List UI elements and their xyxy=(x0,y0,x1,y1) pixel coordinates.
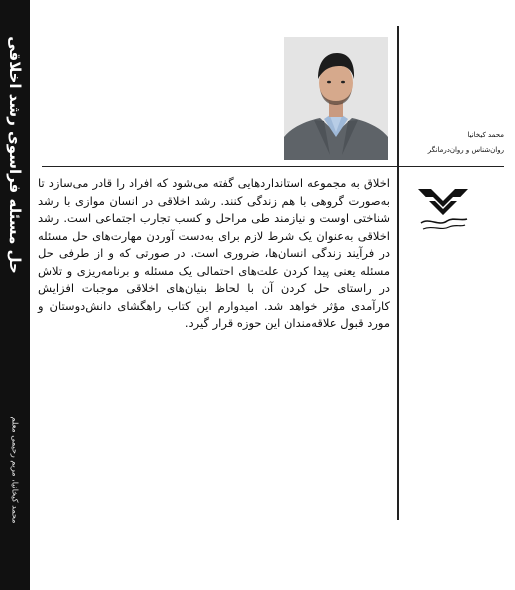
description-text: اخلاق به مجموعه استانداردهایی گفته می‌شود که افراد را قادر می‌سازد تا به‌صورت گروهی با هم زندگی کنند. رشد اخلاقی در انسان موازی با رشد شناختی اوست و نیازمند طی مراحل و کسب تجارب اجتماعی است. رشد اخلاقی به‌عنوان یک شرط لازم برای به‌دست آوردن مهارت‌های حل مسئله در فرآیند زندگی انسان‌ها، ضروری است. در صورتی که و از طرفی حل مسئله یعنی پیدا کردن علت‌های احتمالی یک مسئله و برنامه‌ریزی و تلاش در راستای حل کردن آن با لحاظ بنیان‌های اخلاقی موجبات افزایش کارآمدی مؤثر خواهد شد. امیدوارم این کتاب راهگشای دانش‌دوستان و مورد قبول علاقه‌مندان این حوزه قرار گیرد. xyxy=(38,176,390,330)
author-name: محمد کیخانیا xyxy=(467,131,504,139)
back-cover xyxy=(30,0,515,590)
author-photo xyxy=(284,37,388,160)
vertical-divider xyxy=(397,26,399,520)
spine-authors: محمد کیخانیا، مریم رحیمی معلم xyxy=(10,416,20,524)
spine-title: حل مسئله فراسوی رشد اخلاقی xyxy=(6,36,24,274)
book-spine xyxy=(0,0,30,590)
publisher-logo-icon xyxy=(413,183,473,235)
horizontal-divider xyxy=(42,166,504,167)
author-role: روان‌شناس و روان‌درمانگر xyxy=(427,146,504,154)
